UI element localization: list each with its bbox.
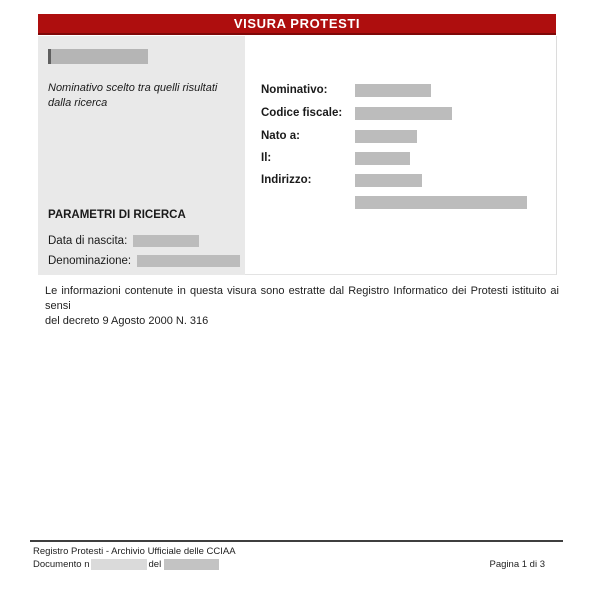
redacted-document-number — [91, 559, 147, 570]
legal-info-text — [45, 284, 559, 329]
footer-divider-line — [30, 540, 563, 542]
redacted-nato-a-value — [355, 130, 417, 143]
search-summary-panel — [38, 36, 245, 275]
redacted-indirizzo-line2-value — [355, 196, 527, 209]
search-note: Nominativo scelto tra quelli risultati dalla ricerca — [48, 82, 218, 109]
field-row-il — [261, 152, 410, 165]
field-label-birth-date: Data di nascita: — [48, 235, 128, 247]
field-row-codice-fiscale — [261, 107, 452, 120]
field-row-birth-date — [48, 235, 199, 247]
field-label-indirizzo: Indirizzo: — [261, 174, 312, 186]
field-label-il: Il: — [261, 152, 272, 164]
redacted-indirizzo-value — [355, 174, 422, 187]
header-bar — [38, 14, 556, 35]
field-row-indirizzo — [261, 174, 422, 187]
field-label-codice-fiscale: Codice fiscale: — [261, 107, 343, 119]
field-label-nato-a: Nato a: — [261, 130, 300, 142]
legal-info-line1: Le informazioni contenute in questa visura sono estratte dal Registro Informatico dei Protesti istituito ai sensi — [45, 285, 559, 312]
field-label-nominativo: Nominativo: — [261, 84, 328, 96]
redacted-codice-fiscale-value — [355, 107, 452, 120]
redacted-selected-name-block — [48, 49, 148, 64]
page-indicator: Pagina 1 di 3 — [489, 559, 545, 570]
field-row-nato-a — [261, 130, 417, 143]
redacted-denomination-value — [137, 255, 240, 267]
field-row-indirizzo-line2 — [261, 196, 527, 209]
redacted-nominativo-value — [355, 84, 431, 97]
field-row-denomination — [48, 255, 240, 267]
footer-document-row — [33, 559, 219, 570]
footer-document-del: del — [148, 559, 162, 570]
field-row-nominativo — [261, 84, 431, 97]
redacted-document-date — [164, 559, 219, 570]
field-label-denomination: Denominazione: — [48, 255, 132, 267]
legal-info-line2: del decreto 9 Agosto 2000 N. 316 — [45, 314, 209, 327]
page-title: VISURA PROTESTI — [233, 16, 361, 31]
redacted-birth-date-value — [133, 235, 199, 247]
redacted-il-value — [355, 152, 410, 165]
footer-document-prefix: Documento n — [33, 559, 90, 570]
search-params-title: PARAMETRI DI RICERCA — [48, 209, 186, 221]
footer-source-text: Registro Protesti - Archivio Ufficiale delle CCIAA — [33, 546, 236, 557]
subject-details-panel — [245, 36, 557, 275]
